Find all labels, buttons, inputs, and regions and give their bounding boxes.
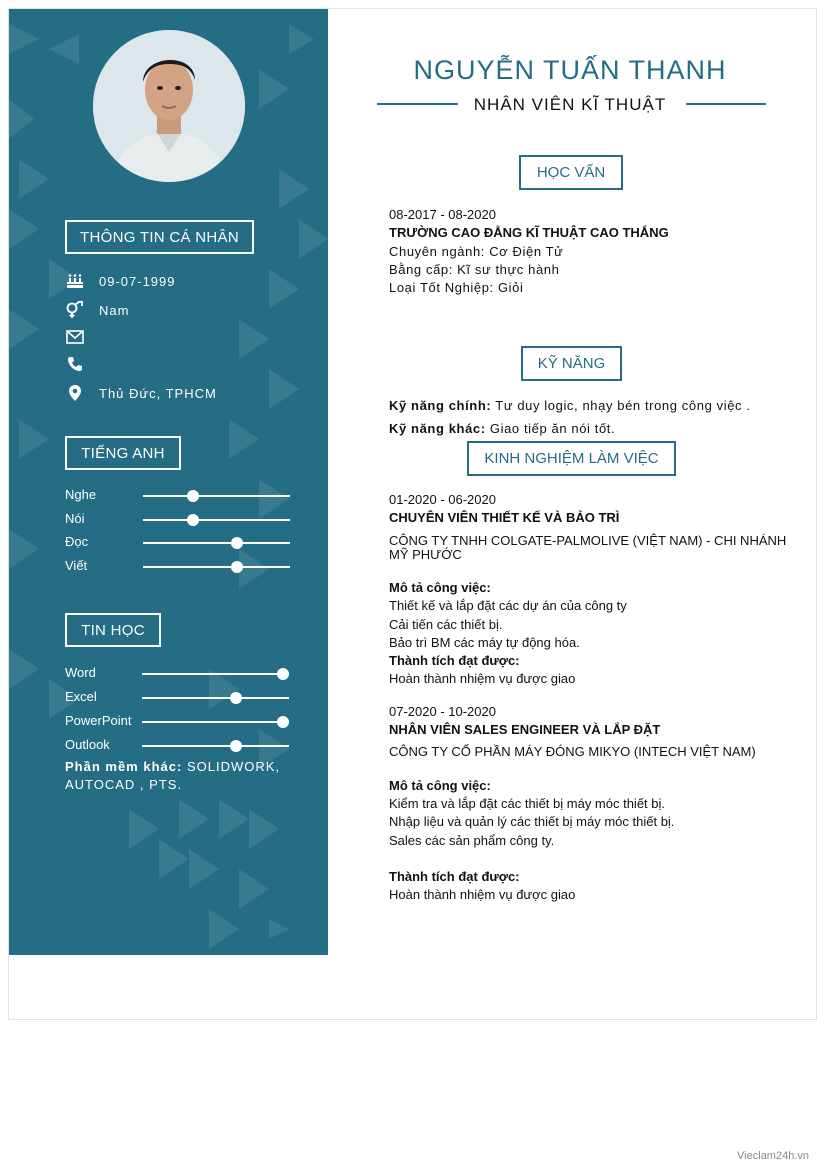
job-1-desc-item: Thiết kế và lắp đặt các dự án của công ty xyxy=(389,598,627,613)
job-2-company: CÔNG TY CỔ PHẦN MÁY ĐÓNG MIKYO (INTECH VIỆT NAM) xyxy=(389,744,756,759)
computer-skill-label: Word xyxy=(65,665,96,680)
position-title: NHÂN VIÊN KĨ THUẬT xyxy=(473,95,667,114)
job-1-company-cont: MỸ PHƯỚC xyxy=(389,547,462,562)
computer-skill-track xyxy=(142,673,289,675)
computer-title: TIN HỌC xyxy=(65,613,161,647)
job-1-desc-item: Bảo trì BM các máy tự động hóa. xyxy=(389,635,580,650)
gender-value: Nam xyxy=(99,302,130,318)
other-software-value: SOLIDWORK, AUTOCAD , PTS. xyxy=(65,759,281,792)
english-title: TIẾNG ANH xyxy=(65,436,181,470)
job-1-company: CÔNG TY TNHH COLGATE-PALMOLIVE (VIỆT NAM) - CHI NHÁNH xyxy=(389,533,787,548)
other-software-label: Phần mềm khác: xyxy=(65,759,183,774)
computer-skill-level-dot xyxy=(230,692,242,704)
computer-skill-track xyxy=(142,721,289,723)
english-skill-label: Nói xyxy=(65,510,85,526)
education-period: 08-2017 - 08-2020 xyxy=(389,207,496,222)
education-grade: Loại Tốt Nghiệp: Giỏi xyxy=(389,280,524,295)
skill-main-label: Kỹ năng chính: xyxy=(389,398,492,413)
skill-main-value: Tư duy logic, nhạy bén trong công việc . xyxy=(491,398,751,413)
skill-other-label: Kỹ năng khác: xyxy=(389,421,486,436)
english-skill-label: Nghe xyxy=(65,487,97,502)
email-row xyxy=(65,327,99,347)
english-skill-level-dot xyxy=(231,561,243,573)
watermark: Vieclam24h.vn xyxy=(737,1150,809,1162)
job-1-desc-item: Cải tiến các thiết bị. xyxy=(389,617,503,632)
job-2-achv: Hoàn thành nhiệm vụ được giao xyxy=(389,887,576,902)
computer-skill-level-dot xyxy=(277,716,289,728)
job-1-role: CHUYÊN VIÊN THIẾT KẾ VÀ BẢO TRÌ xyxy=(389,510,620,525)
job-2-desc-item: Nhập liệu và quản lý các thiết bị máy móc thiết bị. xyxy=(389,814,675,829)
english-skill-label: Đọc xyxy=(65,534,89,549)
job-1-achv: Hoàn thành nhiệm vụ được giao xyxy=(389,671,576,686)
job-1-desc-title: Mô tả công việc: xyxy=(389,580,491,595)
other-software xyxy=(65,758,305,794)
job-1-achv-title: Thành tích đạt được: xyxy=(389,653,520,668)
english-skill-track xyxy=(143,566,290,568)
birthday-value: 09-07-1999 xyxy=(99,273,176,289)
english-skill-level-dot xyxy=(231,537,243,549)
english-skill-label: Viết xyxy=(65,557,88,573)
phone-icon xyxy=(65,354,85,374)
job-2-desc-title: Mô tả công việc: xyxy=(389,778,491,793)
job-1-period: 01-2020 - 06-2020 xyxy=(389,492,496,507)
english-skill-track xyxy=(143,495,290,497)
education-school: TRƯỜNG CAO ĐẲNG KĨ THUẬT CAO THẮNG xyxy=(389,225,669,240)
computer-skill-level-dot xyxy=(230,740,242,752)
full-name: NGUYỄN TUẤN THANH xyxy=(413,55,727,85)
english-skill-track xyxy=(143,542,290,544)
computer-skill-track xyxy=(142,697,289,699)
gender-row xyxy=(65,300,129,320)
skill-other-value: Giao tiếp ăn nói tốt. xyxy=(485,421,616,436)
computer-skill-track xyxy=(142,745,289,747)
avatar-photo xyxy=(93,30,245,182)
mail-icon xyxy=(65,327,85,347)
position-line-right xyxy=(686,103,766,105)
address-value: Thủ Đức, TPHCM xyxy=(99,385,217,401)
computer-skill-label: PowerPoint xyxy=(65,713,132,728)
job-2-period: 07-2020 - 10-2020 xyxy=(389,704,496,719)
personal-info-title: THÔNG TIN CÁ NHÂN xyxy=(65,220,254,254)
job-2-achv-title: Thành tích đạt được: xyxy=(389,869,520,884)
job-2-role: NHÂN VIÊN SALES ENGINEER VÀ LẮP ĐẶT xyxy=(389,722,661,737)
experience-title: KINH NGHIỆM LÀM VIỆC xyxy=(467,441,676,476)
education-degree: Bằng cấp: Kĩ sư thực hành xyxy=(389,262,560,277)
computer-skill-label: Excel xyxy=(65,689,97,704)
skill-main xyxy=(389,398,751,413)
cake-icon xyxy=(65,271,85,291)
english-skill-track xyxy=(143,519,290,521)
gender-icon xyxy=(65,300,85,320)
phone-row xyxy=(65,354,99,374)
skill-other xyxy=(389,421,615,436)
job-2-desc-item: Kiểm tra và lắp đặt các thiết bị máy móc thiết bị. xyxy=(389,796,666,811)
location-pin-icon xyxy=(65,383,85,403)
address-row xyxy=(65,383,217,403)
english-skill-level-dot xyxy=(187,490,199,502)
education-major: Chuyên ngành: Cơ Điện Tử xyxy=(389,244,564,259)
education-title: HỌC VẤN xyxy=(519,155,623,190)
job-2-desc-item: Sales các sản phẩm công ty. xyxy=(389,833,555,848)
skills-title: KỸ NĂNG xyxy=(521,346,622,381)
english-skill-level-dot xyxy=(187,514,199,526)
computer-skill-label: Outlook xyxy=(65,737,110,752)
birthday-row xyxy=(65,271,176,291)
computer-skill-level-dot xyxy=(277,668,289,680)
sidebar xyxy=(9,9,328,955)
